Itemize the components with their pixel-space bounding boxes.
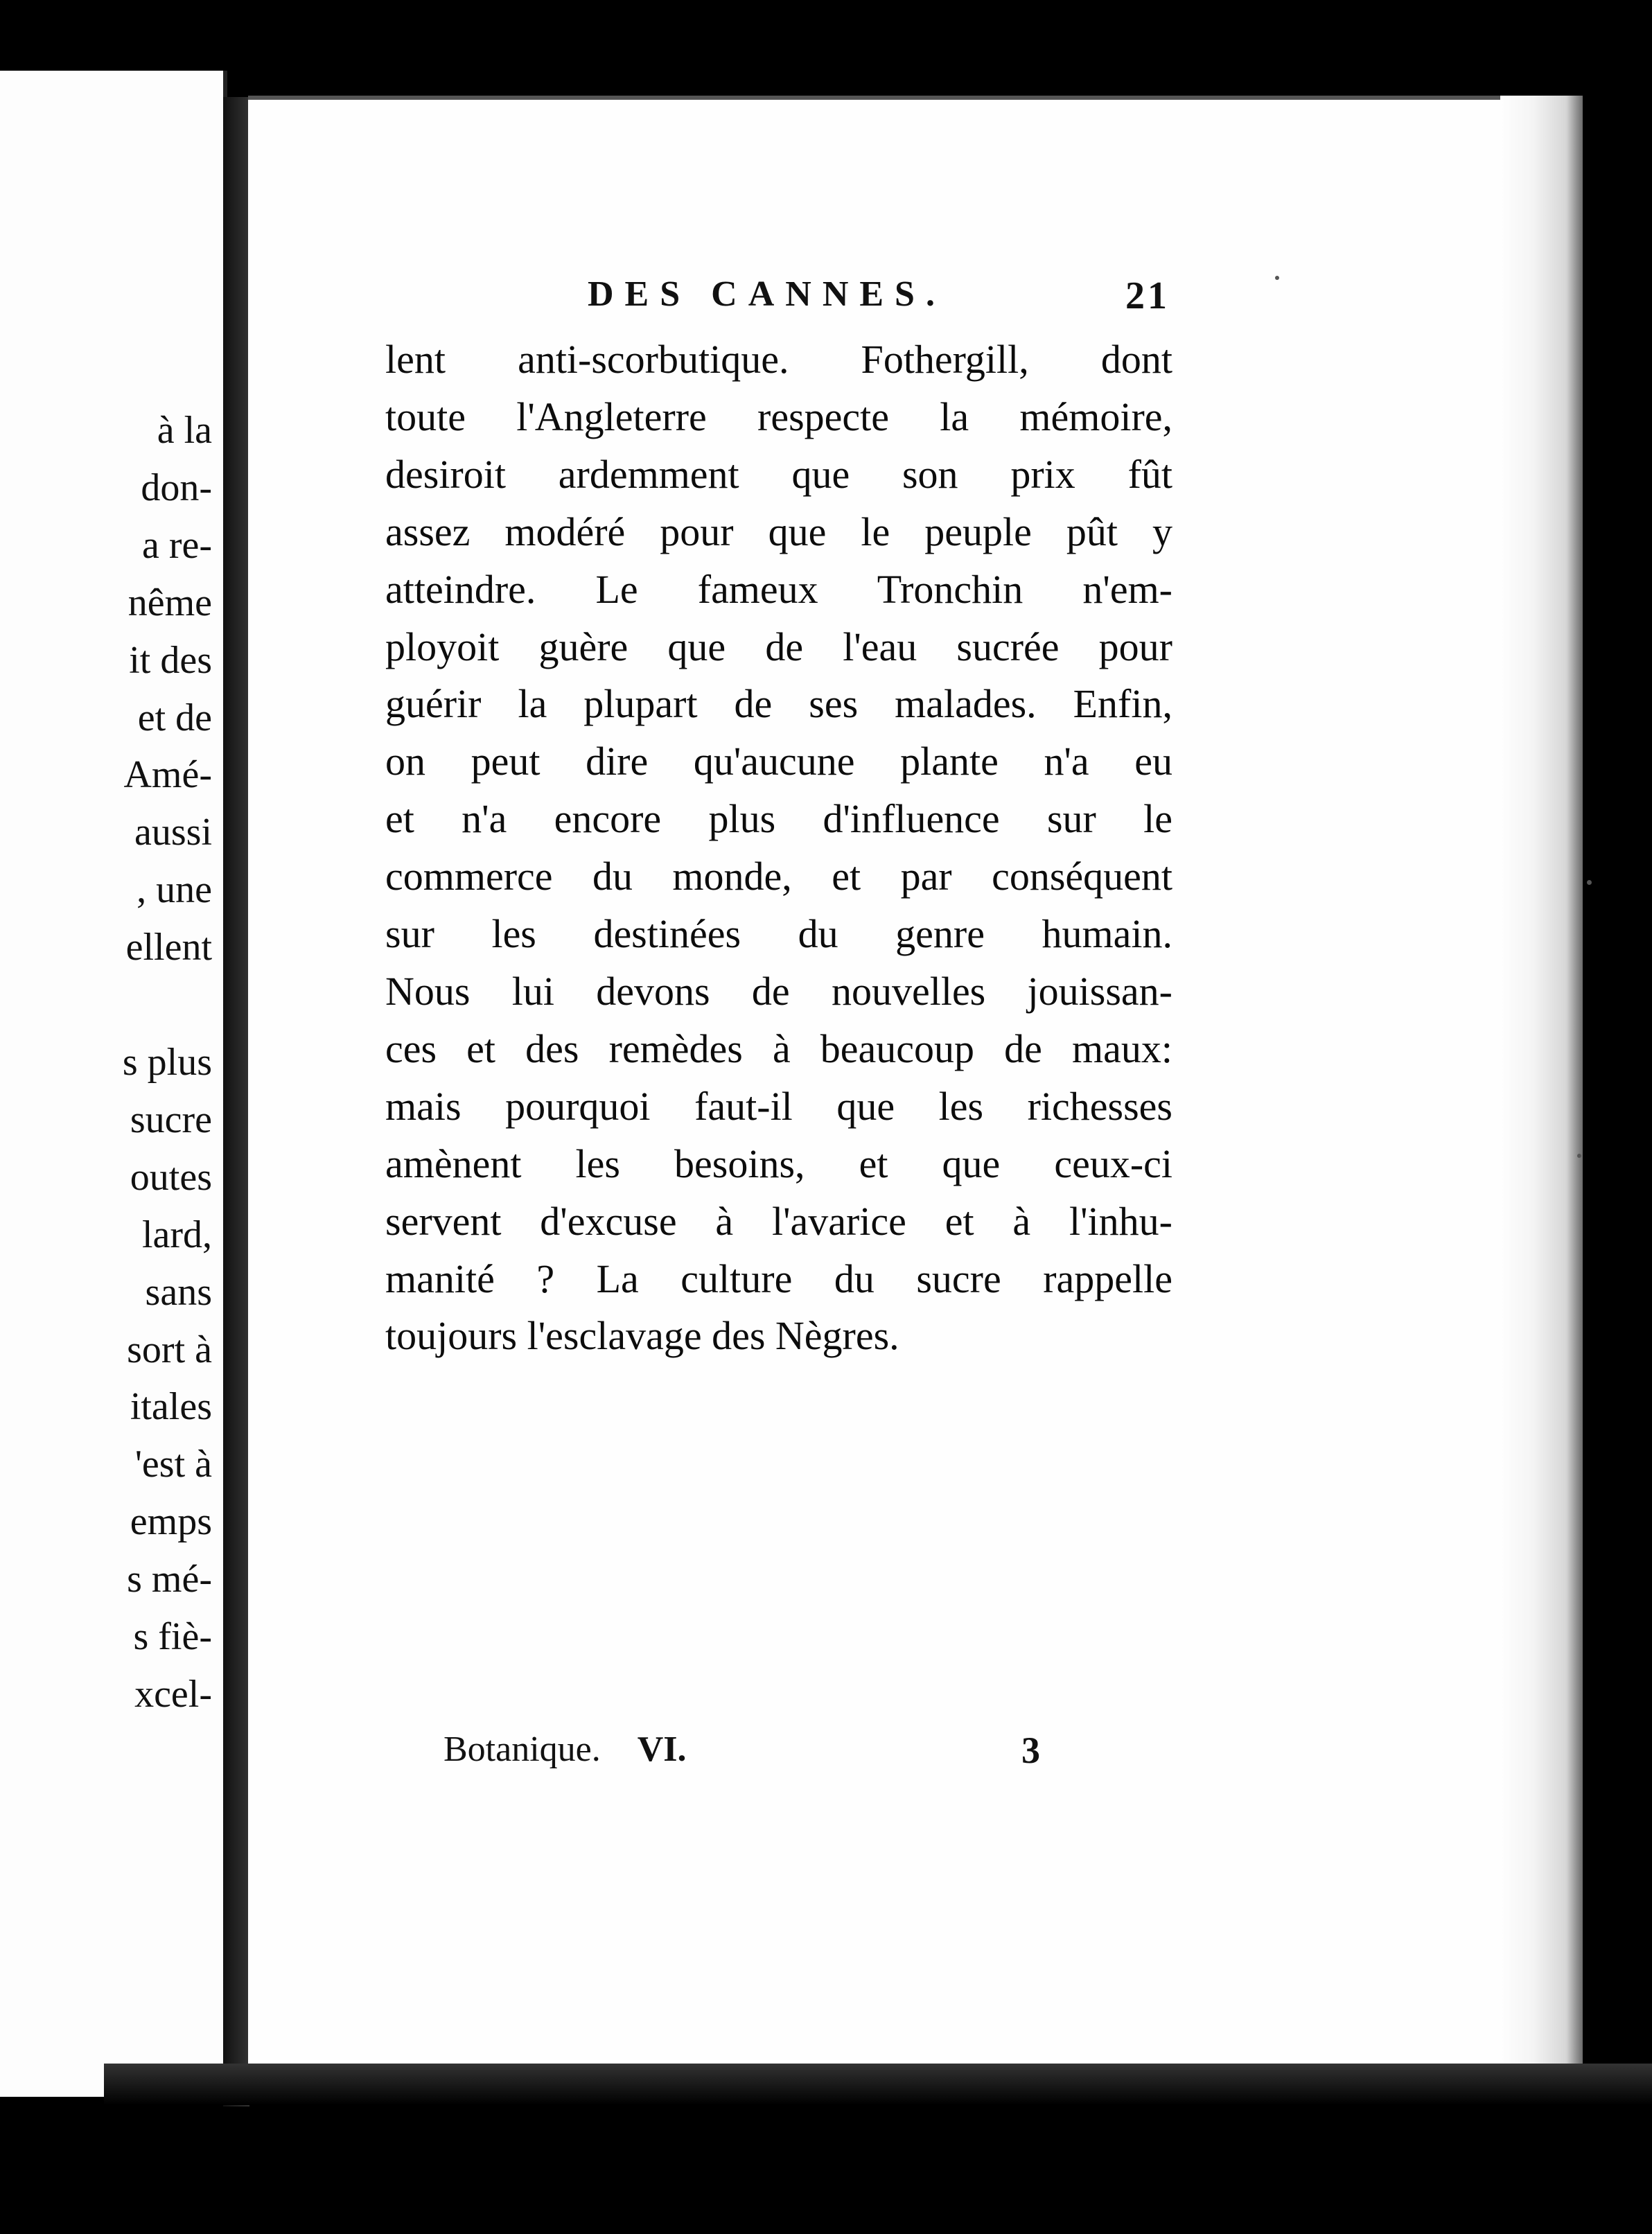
left-fragment-line: itales: [130, 1385, 212, 1429]
left-fragment-line: s fiè-: [133, 1615, 212, 1659]
text-line: commerce du monde, et par conséquent: [385, 854, 1172, 899]
left-fragment-line: à la: [157, 409, 212, 452]
left-fragment-line: s mé-: [127, 1558, 212, 1601]
page-number: 21: [1125, 274, 1170, 317]
text-line: guérir la plupart de ses malades. Enfin,: [385, 681, 1172, 727]
left-fragment-line: sans: [145, 1270, 212, 1314]
text-line: lent anti-scorbutique. Fothergill, dont: [385, 337, 1172, 382]
body-text: [385, 331, 1172, 1365]
text-line: servent d'excuse à l'avarice et à l'inhu-: [385, 1198, 1172, 1244]
left-fragment-line: lard,: [141, 1213, 212, 1256]
text-line: ces et des remèdes à beaucoup de maux:: [385, 1026, 1172, 1071]
left-fragment-line: aussi: [134, 811, 212, 854]
left-fragment-line: sucre: [130, 1098, 212, 1141]
left-fragment-line: Amé-: [123, 753, 212, 797]
left-fragment-line: sort à: [127, 1328, 212, 1371]
left-fragment-line: et de: [137, 696, 212, 739]
signature-text: Botanique.: [443, 1730, 601, 1769]
text-line: atteindre. Le fameux Tronchin n'em-: [385, 566, 1172, 612]
left-page: [0, 71, 227, 2097]
paper-speck: [1275, 276, 1279, 280]
text-line: manité ? La culture du sucre rappelle: [385, 1256, 1172, 1301]
left-fragment-line: 'est à: [134, 1443, 212, 1486]
left-fragment-line: [101, 976, 212, 1034]
text-line: assez modéré pour que le peuple pût y: [385, 509, 1172, 554]
text-line: ployoit guère que de l'eau sucrée pour: [385, 624, 1172, 669]
bottom-shadow: [104, 2064, 1652, 2105]
text-line: desiroit ardemment que son prix fût: [385, 451, 1172, 497]
paper-speck: [1587, 880, 1592, 885]
signature-mark: 3: [1021, 1730, 1040, 1771]
left-fragment-line: emps: [130, 1500, 212, 1544]
page-edge-shading: [1500, 96, 1583, 2065]
left-fragment-line: ellent: [125, 926, 212, 969]
text-line: toujours l'esclavage des Nègres.: [385, 1313, 899, 1359]
running-title: DES CANNES.: [588, 274, 946, 314]
left-fragment-line: nême: [128, 581, 212, 624]
running-head: [588, 274, 1170, 322]
text-line: amènent les besoins, et que ceux-ci: [385, 1141, 1172, 1186]
text-line: Nous lui devons de nouvelles jouissan-: [385, 968, 1172, 1014]
signature-line: [443, 1729, 687, 1770]
left-fragment-line: don-: [141, 466, 212, 509]
left-fragment-line: s plus: [122, 1040, 212, 1084]
left-fragment-line: outes: [130, 1155, 212, 1199]
left-fragment-line: xcel-: [134, 1672, 212, 1716]
paper-speck: [1577, 1154, 1581, 1158]
text-line: on peut dire qu'aucune plante n'a eu: [385, 739, 1172, 784]
text-line: mais pourquoi faut-il que les richesses: [385, 1083, 1172, 1129]
book-gutter: [223, 97, 249, 2107]
text-line: et n'a encore plus d'influence sur le: [385, 796, 1172, 842]
text-line: sur les destinées du genre humain.: [385, 911, 1172, 957]
volume-number: VI.: [637, 1730, 687, 1769]
left-fragment-line: a re-: [141, 523, 212, 567]
left-fragment-line: , une: [137, 868, 212, 912]
text-line: toute l'Angleterre respecte la mémoire,: [385, 394, 1172, 439]
left-fragment-line: it des: [129, 638, 212, 682]
